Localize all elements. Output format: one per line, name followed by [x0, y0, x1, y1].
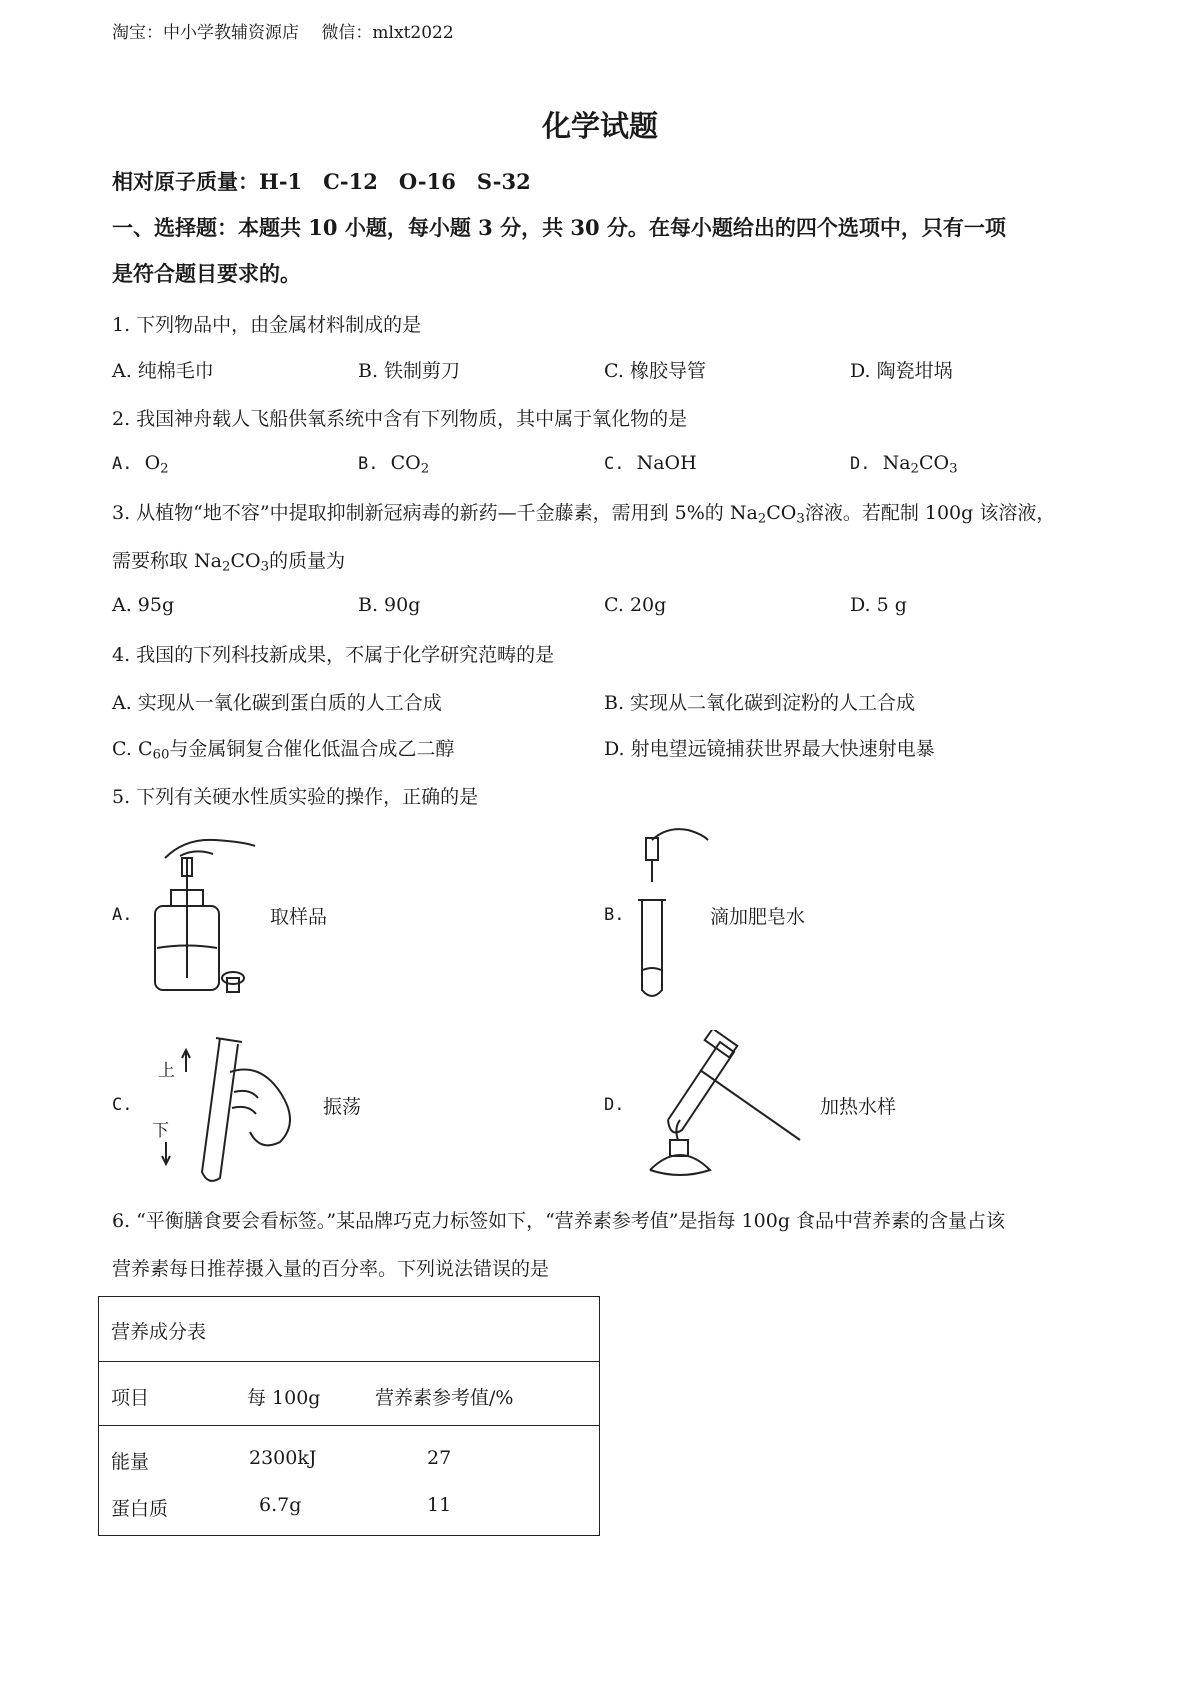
- section-instructions-line2: 是符合题目要求的。: [112, 261, 301, 286]
- question-2-stem: 2. 我国神舟载人飞船供氧系统中含有下列物质，其中属于氧化物的是: [112, 408, 688, 430]
- q3-option-d: D. 5 g: [850, 594, 907, 616]
- q2-option-d: D. $Na_2CO_3$: [850, 452, 958, 477]
- q2-option-a: A. $O_2$: [112, 452, 169, 477]
- test-tube-dropper-illustration: [622, 820, 712, 1005]
- q5-option-c-letter: C.: [112, 1095, 133, 1115]
- question-3-stem-line2: 需要称取 $Na_2CO_3$的质量为: [112, 550, 346, 575]
- table-header-reference: 营养素参考值/%: [375, 1387, 514, 1409]
- table-divider: [99, 1425, 599, 1426]
- q1-option-a: A. 纯棉毛巾: [112, 360, 214, 382]
- question-4-stem: 4. 我国的下列科技新成果，不属于化学研究范畴的是: [112, 644, 555, 666]
- q4-option-b: B. 实现从二氧化碳到淀粉的人工合成: [604, 692, 916, 714]
- q3-option-c: C. 20g: [604, 594, 667, 616]
- table-cell: 能量: [111, 1451, 150, 1473]
- table-cell: 11: [427, 1494, 452, 1516]
- nutrition-table-title: 营养成分表: [111, 1321, 207, 1343]
- q4-option-c: C. $C_{60}$与金属铜复合催化低温合成乙二醇: [112, 738, 455, 763]
- arrow-down-label: 下: [152, 1121, 169, 1141]
- q5-option-a-letter: A.: [112, 905, 133, 925]
- question-6-stem-line2: 营养素每日推荐摄入量的百分率。下列说法错误的是: [112, 1258, 550, 1280]
- q1-option-b: B. 铁制剪刀: [358, 360, 461, 382]
- question-5-stem: 5. 下列有关硬水性质实验的操作，正确的是: [112, 786, 479, 808]
- question-3-stem-line1: 3. 从植物“地不容”中提取抑制新冠病毒的新药—千金藤素，需用到 5%的 $Na_2CO_3$溶液。若配制 100g 该溶液，: [112, 502, 1056, 527]
- bottle-dropper-illustration: [145, 828, 265, 998]
- q5-option-b-letter: B.: [604, 905, 625, 925]
- q5-option-d-letter: D.: [604, 1095, 625, 1115]
- q3-option-b: B. 90g: [358, 594, 421, 616]
- shaking-test-tube-illustration: [150, 1032, 300, 1192]
- q5-option-a-label: 取样品: [270, 906, 328, 928]
- nutrition-table: [98, 1296, 600, 1536]
- q4-option-a: A. 实现从一氧化碳到蛋白质的人工合成: [112, 692, 442, 714]
- page-header: 淘宝：中小学教辅资源店 微信：mlxt2022: [112, 23, 454, 43]
- q1-option-d: D. 陶瓷坩埚: [850, 360, 953, 382]
- table-cell: 蛋白质: [111, 1498, 169, 1520]
- table-divider: [99, 1361, 599, 1362]
- q1-option-c: C. 橡胶导管: [604, 360, 706, 382]
- q3-option-a: A. 95g: [112, 594, 175, 616]
- atomic-masses: 相对原子质量：H-1 C-12 O-16 S-32: [112, 169, 531, 194]
- table-cell: 6.7g: [259, 1494, 302, 1516]
- q5-option-b-label: 滴加肥皂水: [710, 906, 806, 928]
- section-instructions-line1: 一、选择题：本题共 10 小题，每小题 3 分，共 30 分。在每小题给出的四个选项中，只有一项: [112, 215, 1006, 240]
- heating-water-illustration: [640, 1030, 820, 1195]
- arrow-up-label: 上: [158, 1061, 175, 1081]
- q2-option-b: B. $CO_2$: [358, 452, 430, 477]
- table-header-item: 项目: [111, 1387, 150, 1409]
- table-header-per100g: 每 100g: [247, 1387, 321, 1409]
- q5-option-d-label: 加热水样: [820, 1096, 897, 1118]
- question-6-stem-line1: 6. “平衡膳食要会看标签。”某品牌巧克力标签如下，“营养素参考值”是指每 100g 食品中营养素的含量占该: [112, 1210, 1006, 1232]
- page-title: 化学试题: [541, 109, 658, 143]
- question-1-stem: 1. 下列物品中，由金属材料制成的是: [112, 314, 422, 336]
- table-cell: 27: [427, 1447, 452, 1469]
- q5-option-c-label: 振荡: [323, 1096, 362, 1118]
- q2-option-c: C. NaOH: [604, 452, 697, 474]
- table-cell: 2300kJ: [249, 1447, 317, 1469]
- q4-option-d: D. 射电望远镜捕获世界最大快速射电暴: [604, 738, 935, 760]
